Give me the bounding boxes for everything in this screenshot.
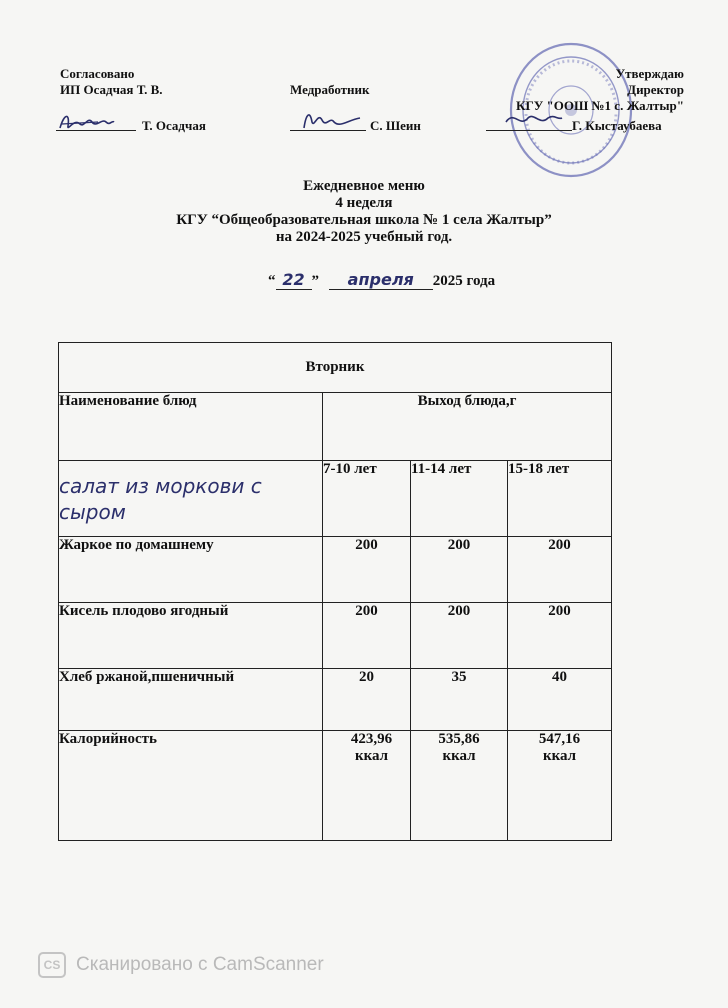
dish-column-header: Наименование блюд bbox=[59, 393, 197, 409]
table-row bbox=[59, 731, 612, 841]
age-group-label: 7-10 лет bbox=[323, 461, 377, 477]
medic-signature-name: С. Шеин bbox=[370, 118, 421, 133]
day-name: Вторник bbox=[305, 359, 365, 375]
table-row bbox=[59, 669, 612, 731]
calories-label: Калорийность bbox=[59, 731, 157, 747]
portion-value: 200 bbox=[548, 537, 571, 553]
calories-value: 535,86 ккал bbox=[438, 731, 480, 764]
calories-value: 423,96 ккал bbox=[350, 731, 393, 764]
portion-value: 200 bbox=[548, 603, 571, 619]
age-group-cell bbox=[411, 461, 508, 537]
camscanner-logo-icon: CS bbox=[38, 952, 66, 978]
date-month: апреля bbox=[329, 270, 433, 290]
dish-name: Хлеб ржаной,пшеничный bbox=[59, 669, 235, 685]
signature-medic-scribble bbox=[300, 106, 362, 132]
table-row bbox=[59, 461, 612, 537]
signature-line-left bbox=[56, 130, 136, 131]
output-column-header: Выход блюда,г bbox=[417, 393, 517, 409]
output-header-cell bbox=[323, 393, 612, 461]
title-line-4: на 2024-2025 учебный год. bbox=[275, 229, 453, 245]
table-row bbox=[59, 537, 612, 603]
day-name-cell bbox=[59, 343, 612, 393]
date-day: 22 bbox=[276, 270, 312, 290]
date-open-quote: “ bbox=[268, 273, 276, 289]
signature-right-scribble bbox=[504, 106, 564, 130]
handwritten-dish: салат из моркови с сыром bbox=[59, 473, 262, 524]
calories-cell bbox=[411, 731, 508, 841]
dish-name-cell bbox=[59, 537, 323, 603]
dish-name-cell bbox=[59, 603, 323, 669]
portion-cell bbox=[411, 603, 508, 669]
approval-left-org: ИП Осадчая Т. В. bbox=[60, 82, 163, 97]
portion-cell bbox=[323, 537, 411, 603]
calories-cell bbox=[323, 731, 411, 841]
signature-left-name: Т. Осадчая bbox=[142, 118, 206, 133]
signature-medic bbox=[300, 106, 362, 137]
title-line-1: Ежедневное меню bbox=[303, 178, 425, 194]
portion-value: 200 bbox=[355, 603, 378, 619]
title-line-2: 4 неделя bbox=[335, 195, 393, 211]
signature-left bbox=[58, 110, 116, 138]
menu-table bbox=[58, 342, 612, 841]
calories-value: 547,16 ккал bbox=[538, 731, 581, 764]
title-line-3: КГУ “Общеобразовательная школа № 1 села Жалтыр” bbox=[176, 212, 552, 228]
approval-right-org: КГУ "ООШ №1 с. Жалтыр" bbox=[516, 98, 684, 113]
approval-right-signature-name: Г. Кыстаубаева bbox=[572, 118, 662, 133]
dish-header-cell bbox=[59, 393, 323, 461]
portion-value: 20 bbox=[359, 669, 374, 685]
calories-label-cell bbox=[59, 731, 323, 841]
approval-right-position: Директор bbox=[627, 82, 684, 97]
portion-cell bbox=[508, 603, 612, 669]
age-group-label: 15-18 лет bbox=[508, 461, 570, 477]
approval-left-block bbox=[60, 66, 163, 98]
portion-value: 200 bbox=[447, 537, 471, 553]
portion-cell bbox=[411, 537, 508, 603]
portion-value: 200 bbox=[355, 537, 378, 553]
table-row bbox=[59, 603, 612, 669]
date-line bbox=[268, 270, 495, 290]
age-group-cell bbox=[323, 461, 411, 537]
signature-line-medic bbox=[290, 130, 366, 131]
scanner-watermark-text: Сканировано с CamScanner bbox=[76, 954, 324, 975]
portion-value: 200 bbox=[447, 603, 471, 619]
portion-cell bbox=[508, 669, 612, 731]
document-title bbox=[0, 178, 728, 246]
dish-name: Жаркое по домашнему bbox=[59, 537, 214, 553]
handwritten-dish-cell bbox=[59, 461, 323, 537]
date-year: 2025 года bbox=[432, 273, 496, 289]
medic-title: Медработник bbox=[290, 82, 370, 97]
age-group-label: 11-14 лет bbox=[411, 461, 472, 477]
dish-name-cell bbox=[59, 669, 323, 731]
portion-cell bbox=[508, 537, 612, 603]
date-close-quote: ” bbox=[311, 273, 319, 289]
signature-line-right bbox=[486, 130, 572, 131]
portion-cell bbox=[323, 603, 411, 669]
portion-cell bbox=[411, 669, 508, 731]
portion-cell bbox=[323, 669, 411, 731]
scanner-watermark bbox=[38, 952, 324, 978]
table-row bbox=[59, 393, 612, 461]
approval-left-label: Согласовано bbox=[60, 66, 135, 81]
portion-value: 40 bbox=[552, 669, 567, 685]
approval-right-label: Утверждаю bbox=[615, 66, 684, 81]
calories-cell bbox=[508, 731, 612, 841]
age-group-cell bbox=[508, 461, 612, 537]
dish-name: Кисель плодово ягодный bbox=[59, 603, 229, 619]
table-row bbox=[59, 343, 612, 393]
portion-value: 35 bbox=[451, 669, 467, 685]
